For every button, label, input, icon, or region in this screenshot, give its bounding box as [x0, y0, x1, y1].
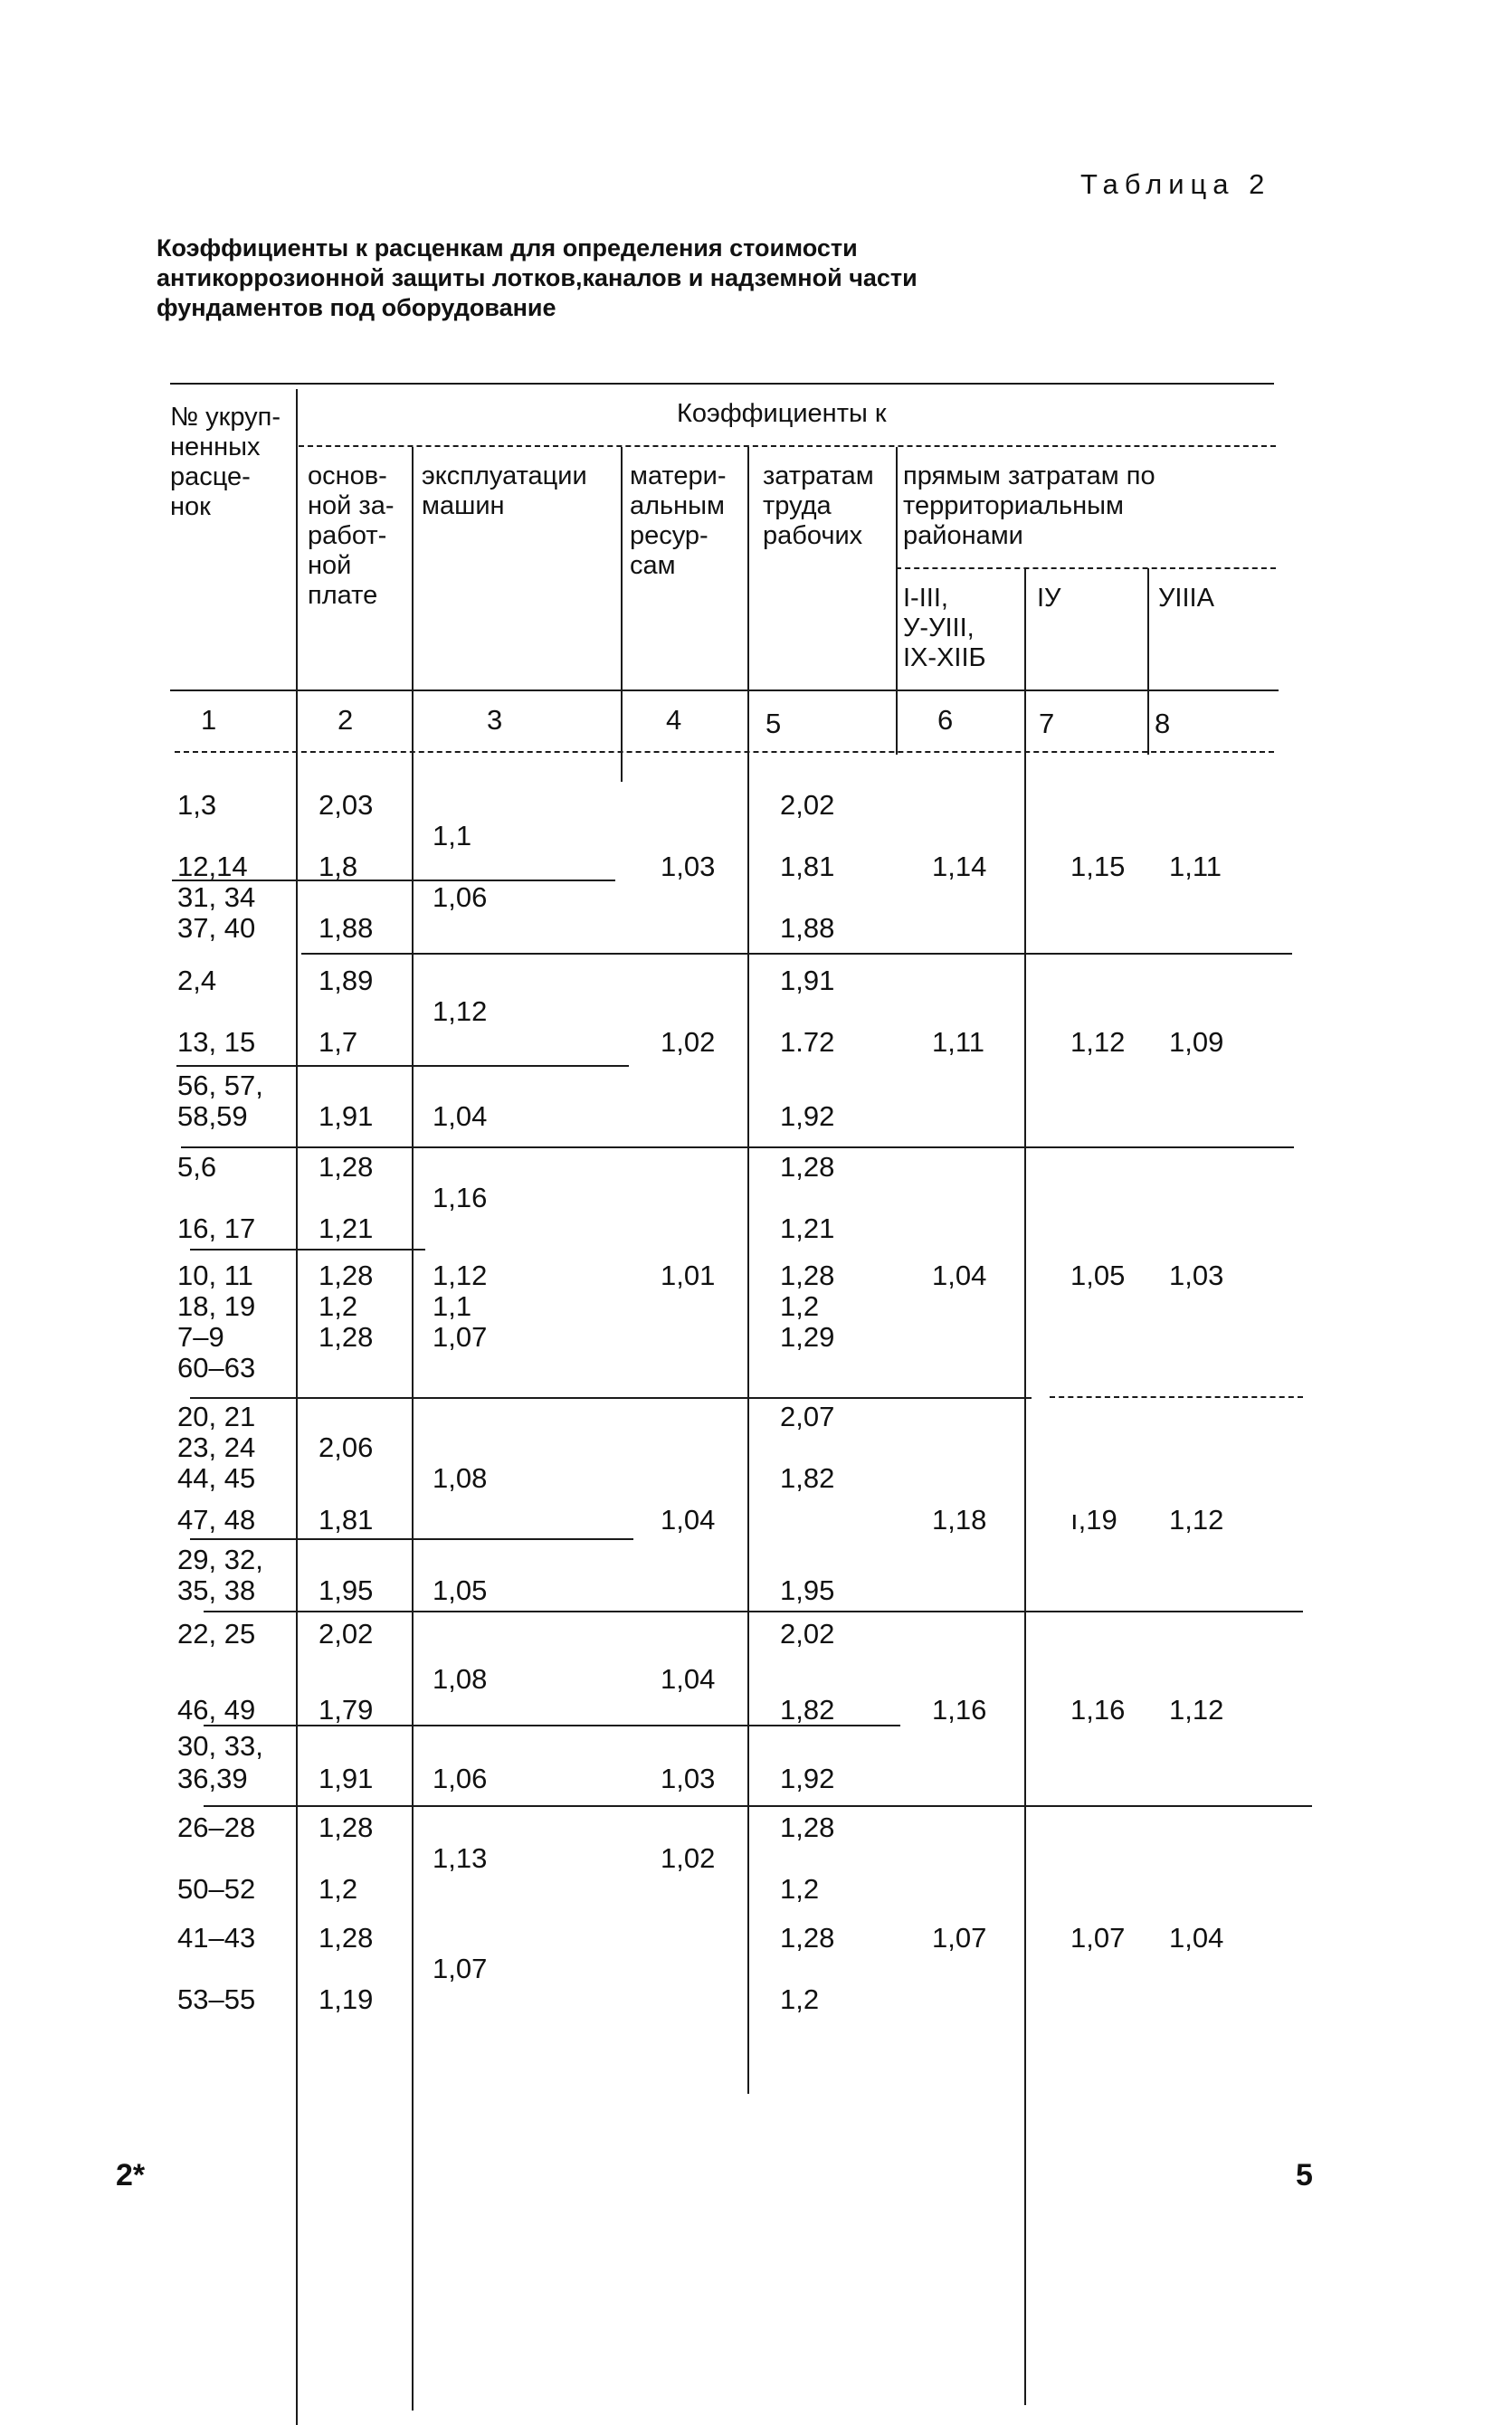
table-cell-c2: 1,2 [319, 1873, 358, 1905]
table-number: Таблица 2 [1080, 168, 1271, 200]
vline-2 [412, 447, 414, 2411]
table-cell-c3: 1,1 [433, 1290, 472, 1322]
table-cell-c7: 1,07 [1070, 1922, 1126, 1954]
table-cell-c1: 37, 40 [177, 912, 256, 944]
colnum-2: 2 [338, 704, 354, 736]
table-cell-c1: 10, 11 [177, 1260, 253, 1291]
table-cell-c4: 1,03 [661, 1763, 716, 1794]
table-cell-c1: 58,59 [177, 1100, 248, 1132]
vline-4 [747, 447, 749, 2094]
table-cell-c1: 1,3 [177, 789, 217, 821]
table-cell-c5: 1,91 [780, 965, 835, 996]
table-cell-c4: 1,02 [661, 1842, 716, 1874]
colnum-5: 5 [766, 708, 782, 739]
table-cell-c2: 1,91 [319, 1763, 374, 1794]
table-cell-c5: 1,95 [780, 1574, 835, 1606]
colnum-3: 3 [487, 704, 503, 736]
table-cell-c5: 1,28 [780, 1812, 835, 1843]
rule-top [170, 383, 1274, 385]
rule-row [181, 1146, 1294, 1148]
rule-colnum-bottom [175, 751, 1274, 753]
rule-row [190, 1249, 425, 1251]
signature-mark: 2* [116, 2158, 146, 2192]
table-cell-c8: 1,12 [1169, 1504, 1224, 1536]
table-cell-c2: 1,7 [319, 1026, 358, 1058]
table-cell-c6: 1,11 [932, 1026, 985, 1058]
rule-row [176, 1065, 629, 1067]
header-line: ненных [170, 433, 261, 461]
table-cell-c1: 46, 49 [177, 1694, 256, 1726]
table-cell-c8: 1,04 [1169, 1922, 1224, 1954]
header-line: плате [308, 581, 378, 610]
colnum-1: 1 [201, 704, 217, 736]
table-cell-c2: 1,81 [319, 1504, 374, 1536]
table-cell-c1: 36,39 [177, 1763, 248, 1794]
table-cell-c5: 1,2 [780, 1290, 820, 1322]
table-cell-c5: 2,02 [780, 1618, 835, 1650]
table-cell-c2: 2,03 [319, 789, 374, 821]
header-line: труда [763, 491, 832, 520]
header-line: территориальным [903, 491, 1124, 520]
table-cell-c1: 5,6 [177, 1151, 217, 1183]
table-cell-c1: 2,4 [177, 965, 217, 996]
table-cell-c6: 1,18 [932, 1504, 987, 1536]
table-cell-c1: 26–28 [177, 1812, 256, 1843]
table-cell-c8: 1,12 [1169, 1694, 1224, 1726]
table-cell-c4: 1,03 [661, 851, 716, 882]
table-cell-c8: 1,09 [1169, 1026, 1224, 1058]
table-cell-c3: 1,13 [433, 1842, 488, 1874]
table-cell-c1: 29, 32, [177, 1544, 263, 1575]
table-cell-c2: 1,95 [319, 1574, 374, 1606]
table-cell-c5: 1,92 [780, 1100, 835, 1132]
header-line: I-III, [903, 584, 948, 613]
header-line: сам [630, 551, 676, 580]
table-cell-c6: 1,07 [932, 1922, 987, 1954]
header-col678 [903, 461, 1155, 551]
table-cell-c5: 1.72 [780, 1026, 835, 1058]
header-line: машин [422, 491, 505, 520]
header-line: расце- [170, 462, 251, 491]
vline-7 [1147, 568, 1149, 755]
colnum-6: 6 [937, 704, 954, 736]
table-cell-c2: 1,88 [319, 912, 374, 944]
header-col5 [763, 461, 874, 551]
vline-1 [296, 389, 298, 2425]
table-cell-c5: 2,02 [780, 789, 835, 821]
table-cell-c1: 13, 15 [177, 1026, 256, 1058]
table-cell-c7: 1,16 [1070, 1694, 1126, 1726]
header-line: ной за- [308, 491, 395, 520]
header-col8: УIIIА [1158, 584, 1214, 613]
header-line: районами [903, 521, 1023, 550]
table-cell-c4: 1,02 [661, 1026, 716, 1058]
header-line: матери- [630, 461, 727, 490]
table-cell-c5: 1,88 [780, 912, 835, 944]
table-cell-c6: 1,04 [932, 1260, 987, 1291]
table-cell-c5: 1,28 [780, 1151, 835, 1183]
table-cell-c1: 16, 17 [177, 1212, 256, 1244]
header-col3 [422, 461, 587, 521]
header-col7: IУ [1037, 584, 1061, 613]
table-cell-c1: 53–55 [177, 1983, 256, 2015]
table-cell-c2: 1,21 [319, 1212, 374, 1244]
table-cell-c3: 1,07 [433, 1321, 488, 1353]
table-cell-c1: 22, 25 [177, 1618, 256, 1650]
table-cell-c2: 1,79 [319, 1694, 374, 1726]
table-cell-c1: 18, 19 [177, 1290, 256, 1322]
table-cell-c5: 1,2 [780, 1983, 820, 2015]
header-group: Коэффициенты к [677, 399, 887, 428]
table-cell-c2: 2,02 [319, 1618, 374, 1650]
table-cell-c2: 1,28 [319, 1321, 374, 1353]
table-cell-c3: 1,06 [433, 1763, 488, 1794]
table-title [157, 233, 918, 323]
table-cell-c8: 1,03 [1169, 1260, 1224, 1291]
table-cell-c1: 12,14 [177, 851, 248, 882]
table-cell-c2: 1,28 [319, 1260, 374, 1291]
table-cell-c2: 1,28 [319, 1812, 374, 1843]
table-cell-c5: 2,07 [780, 1401, 835, 1432]
table-cell-c8: 1,11 [1169, 851, 1222, 882]
table-cell-c3: 1,06 [433, 881, 488, 913]
header-line: эксплуатации [422, 461, 587, 490]
table-cell-c3: 1,16 [433, 1182, 488, 1213]
table-cell-c5: 1,21 [780, 1212, 835, 1244]
table-cell-c3: 1,07 [433, 1953, 488, 1984]
table-cell-c1: 20, 21 [177, 1401, 256, 1432]
rule-row [1050, 1396, 1303, 1398]
table-cell-c5: 1,28 [780, 1922, 835, 1954]
table-cell-c5: 1,92 [780, 1763, 835, 1794]
table-cell-c7: 1,12 [1070, 1026, 1126, 1058]
table-cell-c2: 1,89 [319, 965, 374, 996]
table-cell-c3: 1,08 [433, 1462, 488, 1494]
table-cell-c3: 1,1 [433, 820, 472, 851]
table-cell-c3: 1,05 [433, 1574, 488, 1606]
rule-row [204, 1805, 1312, 1807]
table-cell-c1: 30, 33, [177, 1730, 263, 1762]
header-line: затратам [763, 461, 874, 490]
header-line: нок [170, 492, 211, 521]
title-line: Коэффициенты к расценкам для определения стоимости [157, 234, 858, 262]
table-cell-c4: 1,01 [661, 1260, 716, 1291]
table-cell-c4: 1,04 [661, 1663, 716, 1695]
table-cell-c1: 47, 48 [177, 1504, 256, 1536]
table-cell-c2: 1,91 [319, 1100, 374, 1132]
rule-row [190, 1538, 633, 1540]
rule-group [299, 445, 1276, 447]
table-cell-c5: 1,28 [780, 1260, 835, 1291]
colnum-8: 8 [1155, 708, 1171, 739]
table-cell-c7: 1,15 [1070, 851, 1126, 882]
header-line: У-УIII, [903, 613, 975, 642]
table-cell-c1: 60–63 [177, 1352, 256, 1384]
rule-header-bottom [170, 689, 1279, 691]
vline-6 [1024, 568, 1026, 2405]
table-cell-c2: 1,28 [319, 1151, 374, 1183]
header-line: ресур- [630, 521, 708, 550]
header-line: № укруп- [170, 403, 281, 432]
header-line: рабочих [763, 521, 863, 550]
rule-row [301, 953, 1292, 955]
header-line: прямым затратам по [903, 461, 1155, 490]
table-cell-c6: 1,14 [932, 851, 987, 882]
table-cell-c5: 1,81 [780, 851, 835, 882]
table-cell-c3: 1,12 [433, 1260, 488, 1291]
vline-5 [896, 447, 898, 755]
table-cell-c1: 44, 45 [177, 1462, 256, 1494]
header-line: основ- [308, 461, 387, 490]
table-cell-c4: 1,04 [661, 1504, 716, 1536]
rule-row [190, 1397, 1032, 1399]
table-cell-c2: 1,28 [319, 1922, 374, 1954]
table-cell-c1: 35, 38 [177, 1574, 256, 1606]
header-col1 [170, 403, 281, 522]
header-line: ной [308, 551, 352, 580]
header-line: альным [630, 491, 725, 520]
table-cell-c1: 41–43 [177, 1922, 256, 1954]
table-cell-c1: 23, 24 [177, 1431, 256, 1463]
header-line: IX-XIIБ [903, 643, 986, 672]
header-col4 [630, 461, 727, 581]
vline-3 [621, 447, 623, 782]
table-cell-c2: 2,06 [319, 1431, 374, 1463]
table-cell-c1: 7–9 [177, 1321, 224, 1353]
table-cell-c3: 1,08 [433, 1663, 488, 1695]
table-cell-c5: 1,82 [780, 1694, 835, 1726]
table-cell-c2: 1,2 [319, 1290, 358, 1322]
table-cell-c7: 1,05 [1070, 1260, 1126, 1291]
header-line: работ- [308, 521, 387, 550]
rule-districts [896, 567, 1276, 569]
page-number: 5 [1296, 2158, 1313, 2192]
table-cell-c7: ı,19 [1070, 1504, 1117, 1536]
table-cell-c5: 1,2 [780, 1873, 820, 1905]
header-col2 [308, 461, 394, 611]
table-cell-c2: 1,19 [319, 1983, 374, 2015]
title-line: фундаментов под оборудование [157, 294, 556, 321]
table-cell-c1: 31, 34 [177, 881, 256, 913]
table-cell-c2: 1,8 [319, 851, 358, 882]
colnum-4: 4 [666, 704, 682, 736]
table-cell-c1: 56, 57, [177, 1070, 263, 1101]
table-cell-c1: 50–52 [177, 1873, 256, 1905]
table-cell-c5: 1,29 [780, 1321, 835, 1353]
table-cell-c3: 1,04 [433, 1100, 488, 1132]
table-cell-c3: 1,12 [433, 995, 488, 1027]
rule-row [204, 1611, 1303, 1612]
header-col6 [903, 584, 986, 673]
title-line: антикоррозионной защиты лотков,каналов и надземной части [157, 264, 918, 291]
colnum-7: 7 [1039, 708, 1055, 739]
table-cell-c6: 1,16 [932, 1694, 987, 1726]
table-cell-c5: 1,82 [780, 1462, 835, 1494]
